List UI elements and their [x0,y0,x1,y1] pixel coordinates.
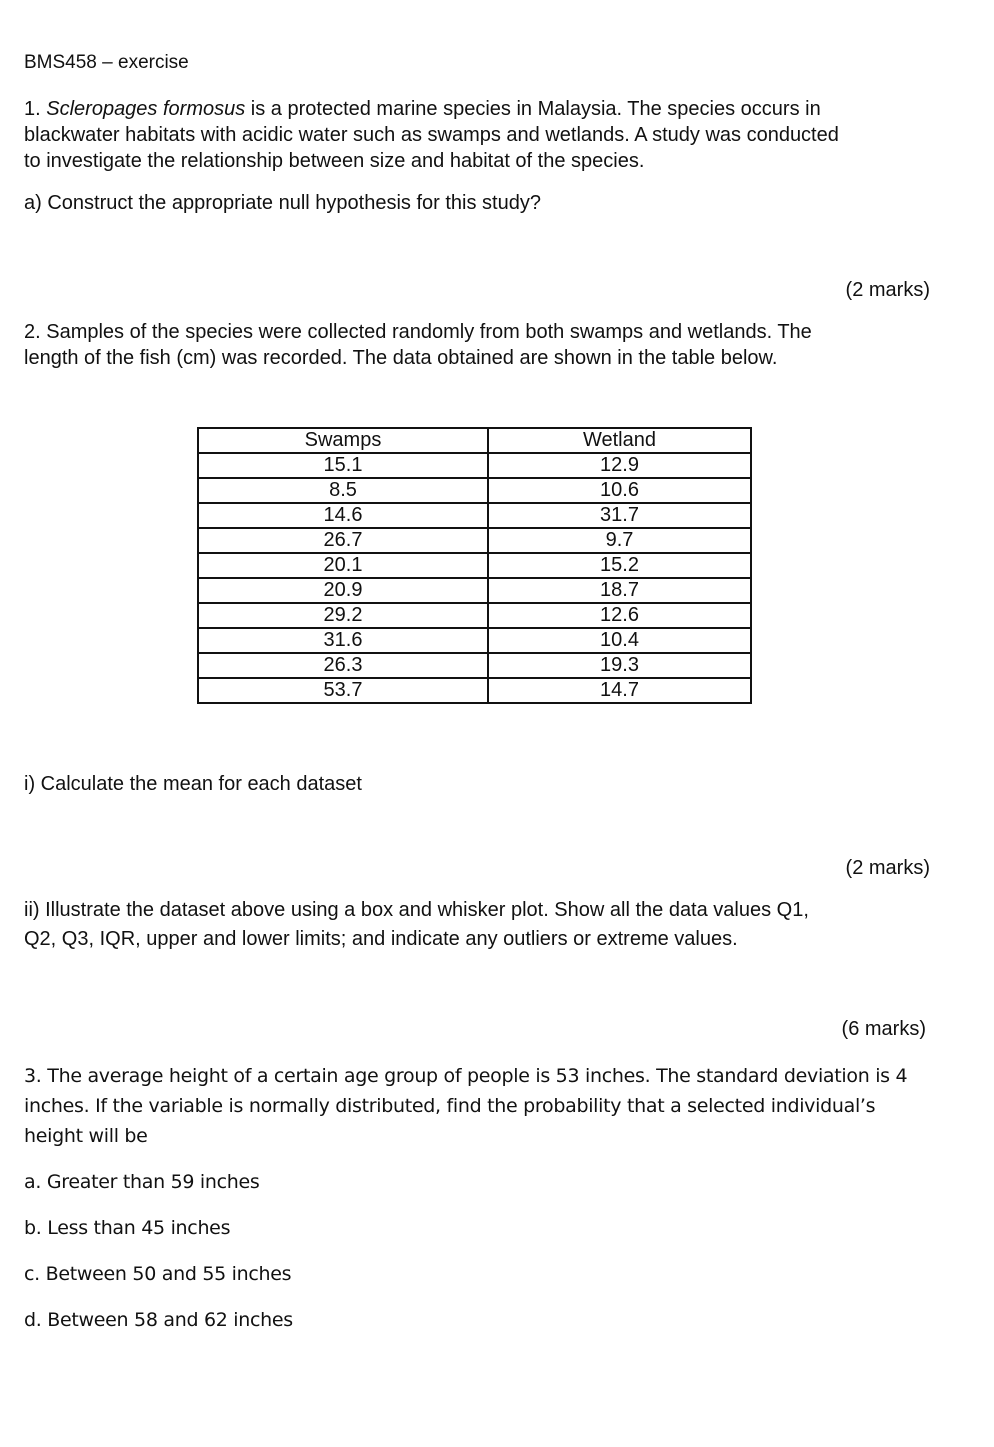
wetland-cell: 18.7 [488,578,751,603]
table-row [198,653,751,678]
swamps-cell: 8.5 [198,478,488,503]
q3-option-b [24,1213,230,1243]
swamps-cell: 53.7 [198,678,488,703]
q2-ii-line2: Q2, Q3, IQR, upper and lower limits; and indicate any outliers or extreme values. [24,928,738,950]
data-table [197,427,752,704]
table-row [198,628,751,653]
q1-line2: blackwater habitats with acidic water such as swamps and wetlands. A study was conducted [24,124,839,146]
q2-line2: length of the fish (cm) was recorded. The data obtained are shown in the table below. [24,347,778,369]
q1-line1 [24,96,821,122]
q3-option-a [24,1167,260,1197]
header-wetland: Wetland [488,428,751,453]
swamps-cell: 31.6 [198,628,488,653]
q3-option-d [24,1305,293,1335]
swamps-cell: 26.7 [198,528,488,553]
q1-line3: to investigate the relationship between size and habitat of the species. [24,150,645,172]
q3-line1: 3. The average height of a certain age group of people is 53 inches. The standard deviation is 4 [24,1065,908,1087]
q2-line1: 2. Samples of the species were collected randomly from both swamps and wetlands. The [24,321,812,343]
q3-line3: height will be [24,1125,148,1147]
wetland-cell: 31.7 [488,503,751,528]
q2-i: i) Calculate the mean for each dataset [24,773,362,795]
swamps-cell: 26.3 [198,653,488,678]
wetland-cell: 12.9 [488,453,751,478]
option-text: Between 50 and 55 inches [45,1263,292,1285]
q1-a: a) Construct the appropriate null hypothesis for this study? [24,192,541,214]
table-row [198,478,751,503]
table-row [198,578,751,603]
header-swamps: Swamps [198,428,488,453]
option-label: d. [24,1309,42,1331]
wetland-cell: 12.6 [488,603,751,628]
species-name: Scleropages formosus [46,98,246,120]
table-row [198,603,751,628]
swamps-cell: 20.9 [198,578,488,603]
q2-i-marks: (2 marks) [845,857,930,879]
q3-option-c [24,1259,291,1289]
swamps-cell: 20.1 [198,553,488,578]
q1-number: 1. [24,98,41,120]
option-text: Less than 45 inches [47,1217,231,1239]
option-text: Greater than 59 inches [46,1171,260,1193]
wetland-cell: 10.6 [488,478,751,503]
q3-line2: inches. If the variable is normally distributed, find the probability that a selected individual’s [24,1095,876,1117]
wetland-cell: 14.7 [488,678,751,703]
q2-ii-marks: (6 marks) [841,1018,926,1040]
wetland-cell: 19.3 [488,653,751,678]
q1-line1-rest: is a protected marine species in Malaysia. The species occurs in [250,98,821,120]
swamps-cell: 14.6 [198,503,488,528]
option-label: b. [24,1217,42,1239]
wetland-cell: 15.2 [488,553,751,578]
wetland-cell: 9.7 [488,528,751,553]
option-label: c. [24,1263,40,1285]
option-text: Between 58 and 62 inches [47,1309,293,1331]
swamps-cell: 15.1 [198,453,488,478]
table-row [198,453,751,478]
swamps-cell: 29.2 [198,603,488,628]
option-label: a. [24,1171,42,1193]
document-header: BMS458 – exercise [24,52,189,73]
table-row [198,503,751,528]
table-row [198,553,751,578]
table-row [198,678,751,703]
q1-marks: (2 marks) [845,279,930,301]
table-header-row [198,428,751,453]
q2-ii-line1: ii) Illustrate the dataset above using a box and whisker plot. Show all the data values Q1, [24,899,809,921]
table-row [198,528,751,553]
wetland-cell: 10.4 [488,628,751,653]
